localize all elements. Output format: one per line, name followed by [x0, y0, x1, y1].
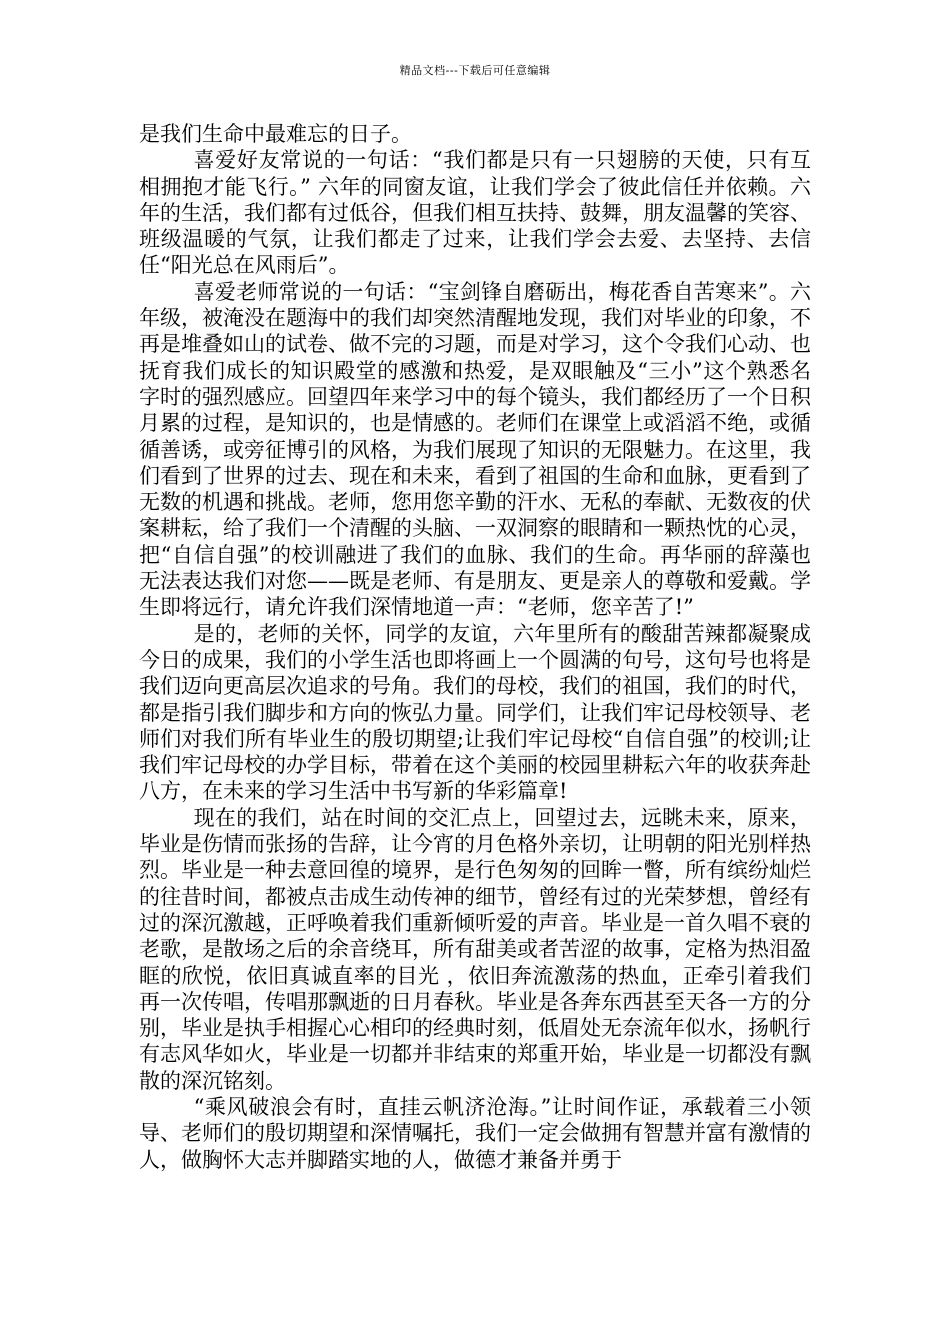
- document-body: [139, 121, 811, 1173]
- page-header: 精品文档---下载后可任意编辑: [399, 64, 551, 77]
- paragraph: “乘风破浪会有时，直挂云帆济沧海。”让时间作证，承载着三小领导、老师们的殷切期望和深情嘱托，我们一定会做拥有智慧并富有激情的人，做胸怀大志并脚踏实地的人，做德才兼备并勇于: [139, 1094, 811, 1172]
- paragraph: 是我们生命中最难忘的日子。: [139, 122, 412, 146]
- paragraph: 是的，老师的关怀，同学的友谊，六年里所有的酸甜苦辣都凝聚成今日的成果，我们的小学生活也即将画上一个圆满的句号，这句号也将是我们迈向更高层次追求的号角。我们的母校，我们的祖国，我们的时代，都是指引我们脚步和方向的恢弘力量。同学们，让我们牢记母校领导、老师们对我们所有毕业生的殷切期望;让我们牢记母校“自信自强”的校训;让我们牢记母校的办学目标，带着在这个美丽的校园里耕耘六年的收获奔赴八方，在未来的学习生活中书写新的华彩篇章!: [139, 621, 811, 804]
- paragraph: 喜爱老师常说的一句话：“宝剑锋自磨砺出，梅花香自苦寒来”。六年级，被淹没在题海中的我们却突然清醒地发现，我们对毕业的印象，不再是堆叠如山的试卷、做不完的习题，而是对学习，这个令我们心动、也抚育我们成长的知识殿堂的感激和热爱，是双眼触及“三小”这个熟悉名字时的强烈感应。回望四年来学习中的每个镜头，我们都经历了一个日积月累的过程，是知识的，也是情感的。老师们在课堂上或滔滔不绝，或循循善诱，或旁征博引的风格，为我们展现了知识的无限魅力。在这里，我们看到了世界的过去、现在和未来，看到了祖国的生命和血脉，更看到了无数的机遇和挑战。老师，您用您辛勤的汗水、无私的奉献、无数夜的伏案耕耘，给了我们一个清醒的头脑、一双洞察的眼睛和一颗热忱的心灵，把“自信自强”的校训融进了我们的血脉、我们的生命。再华丽的辞藻也无法表达我们对您——既是老师、有是朋友、更是亲人的尊敬和爱戴。学生即将远行，请允许我们深情地道一声：“老师，您辛苦了!”: [139, 279, 811, 620]
- paragraph: 现在的我们，站在时间的交汇点上，回望过去，远眺未来，原来，毕业是伤情而张扬的告辞，让今宵的月色格外亲切，让明朝的阳光别样热烈。毕业是一种去意回徨的境界，是行色匆匆的回眸一瞥，所有缤纷灿烂的往昔时间，都被点击成生动传神的细节，曾经有过的光荣梦想，曾经有过的深沉激越，正呼唤着我们重新倾听爱的声音。毕业是一首久唱不衰的老歌，是散场之后的余音绕耳，所有甜美或者苦涩的故事，定格为热泪盈眶的欣悦，依旧真诚直率的目光 ，依旧奔流激荡的热血，正牵引着我们再一次传唱，传唱那飘逝的日月春秋。毕业是各奔东西甚至天各一方的分别，毕业是执手相握心心相印的经典时刻，低眉处无奈流年似水，扬帆行有志风华如火，毕业是一切都并非结束的郑重开始，毕业是一切都没有飘散的深沉铭刻。: [139, 805, 811, 1093]
- paragraph: 喜爱好友常说的一句话：“我们都是只有一只翅膀的天使，只有互相拥抱才能飞行。” 六年的同窗友谊，让我们学会了彼此信任并依赖。六年的生活，我们都有过低谷，但我们相互扶持、鼓舞，朋友温馨的笑容、班级温暖的气氛，让我们都走了过来，让我们学会去爱、去坚持、去信任“阳光总在风雨后”。: [139, 148, 811, 278]
